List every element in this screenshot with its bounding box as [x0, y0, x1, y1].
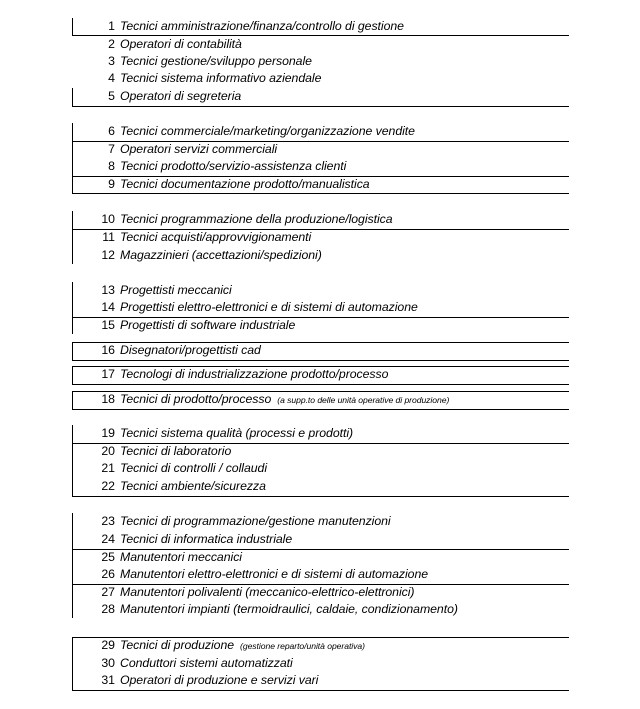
list-item: [72, 36, 572, 53]
item-label-text: Tecnici di programmazione/gestione manutenzioni: [120, 514, 391, 528]
item-label: [120, 443, 231, 460]
item-label: [120, 637, 365, 655]
list-item: [72, 655, 572, 672]
list-item: [72, 18, 572, 35]
list-item: [72, 70, 572, 87]
item-label: [120, 53, 312, 70]
item-number: 23: [101, 514, 115, 528]
item-number: 22: [101, 479, 115, 493]
list-item: [72, 176, 572, 193]
item-number: 9: [108, 177, 115, 191]
list-item: [72, 460, 572, 477]
item-number: 15: [101, 318, 115, 332]
item-label: [120, 123, 415, 140]
list-item: [72, 601, 572, 618]
item-label-text: Tecnici di informatica industriale: [120, 532, 293, 546]
item-number: 2: [108, 37, 115, 51]
item-label-text: Operatori di produzione e servizi vari: [120, 673, 319, 687]
list-item: [72, 549, 572, 566]
item-label: [120, 655, 293, 672]
item-label-text: Tecnici ambiente/sicurezza: [120, 479, 266, 493]
item-label: [120, 141, 277, 158]
item-label: [120, 299, 418, 316]
item-label: [120, 601, 458, 618]
separator-line: [72, 496, 569, 497]
item-label: [120, 70, 321, 87]
item-label-text: Tecnici prodotto/servizio-assistenza clienti: [120, 159, 347, 173]
list-item: [72, 566, 572, 583]
separator-line: [72, 384, 569, 385]
item-label: [120, 672, 318, 689]
item-number: 24: [101, 532, 115, 546]
list-item: [72, 88, 572, 105]
item-label-text: Tecnici di controlli / collaudi: [120, 461, 267, 475]
item-label: [120, 282, 232, 299]
item-label-text: Manutentori meccanici: [120, 550, 242, 564]
item-label-text: Progettisti meccanici: [120, 283, 232, 297]
item-number: 29: [101, 638, 115, 652]
item-label: [120, 549, 242, 566]
item-label-text: Operatori servizi commerciali: [120, 142, 278, 156]
item-note: (a supp.to delle unità operative di produzione): [277, 395, 450, 405]
list-item: [72, 247, 572, 264]
list-item: [72, 391, 572, 408]
item-label: [120, 176, 370, 193]
separator-line: [72, 690, 569, 691]
separator-line: [72, 409, 569, 410]
item-label-text: Conduttori sistemi automatizzati: [120, 656, 293, 670]
item-label-text: Tecnici acquisti/approvvigionamenti: [120, 230, 312, 244]
item-number: 30: [101, 656, 115, 670]
item-label-text: Operatori di contabilità: [120, 37, 242, 51]
item-number: 16: [101, 343, 115, 357]
list-item: [72, 425, 572, 442]
item-note: (gestione reparto/unità operativa): [240, 641, 365, 651]
list-item: [72, 513, 572, 530]
list-item: [72, 584, 572, 601]
item-label: [120, 425, 353, 442]
item-number: 13: [101, 283, 115, 297]
item-label-text: Manutentori impianti (termoidraulici, caldaie, condizionamento): [120, 602, 458, 616]
item-number: 12: [101, 248, 115, 262]
list-item: [72, 672, 572, 689]
item-number: 1: [108, 19, 115, 33]
item-label-text: Tecnologi di industrializzazione prodotto/processo: [120, 367, 389, 381]
item-number: 31: [101, 673, 115, 687]
item-number: 28: [101, 602, 115, 616]
list-item: [72, 443, 572, 460]
item-label-text: Tecnici gestione/sviluppo personale: [120, 54, 312, 68]
list-item: [72, 158, 572, 175]
item-label: [120, 18, 404, 35]
separator-line: [72, 106, 569, 107]
item-number: 6: [108, 124, 115, 138]
item-number: 10: [101, 212, 115, 226]
item-label-text: Tecnici di laboratorio: [120, 444, 232, 458]
list-item: [72, 141, 572, 158]
item-number: 14: [101, 300, 115, 314]
item-label: [120, 460, 267, 477]
item-number: 5: [108, 89, 115, 103]
item-label: [120, 366, 388, 383]
list-item: [72, 366, 572, 383]
separator-line: [72, 360, 569, 361]
list-item: [72, 229, 572, 246]
item-number: 4: [108, 71, 115, 85]
item-number: 7: [108, 142, 115, 156]
item-number: 26: [101, 567, 115, 581]
item-label: [120, 229, 311, 246]
item-number: 18: [101, 392, 115, 406]
item-label: [120, 88, 241, 105]
item-number: 17: [101, 367, 115, 381]
item-label: [120, 158, 346, 175]
item-label: [120, 36, 242, 53]
item-label-text: Tecnici programmazione della produzione/logistica: [120, 212, 393, 226]
list-item: [72, 53, 572, 70]
item-label-text: Tecnici commerciale/marketing/organizzazione vendite: [120, 124, 415, 138]
item-number: 21: [101, 461, 115, 475]
item-label-text: Tecnici amministrazione/finanza/controllo di gestione: [120, 19, 404, 33]
separator-line: [72, 193, 569, 194]
item-label: [120, 566, 428, 583]
item-label: [120, 247, 322, 264]
item-label: [120, 391, 449, 409]
item-number: 8: [108, 159, 115, 173]
list-item: [72, 317, 572, 334]
list-item: [72, 282, 572, 299]
item-label-text: Progettisti elettro-elettronici e di sistemi di automazione: [120, 300, 418, 314]
list-item: [72, 342, 572, 359]
item-number: 3: [108, 54, 115, 68]
list-item: [72, 531, 572, 548]
list-item: [72, 123, 572, 140]
item-label-text: Tecnici sistema informativo aziendale: [120, 71, 322, 85]
item-label-text: Manutentori polivalenti (meccanico-elettrico-elettronici): [120, 585, 415, 599]
list-item: [72, 478, 572, 495]
item-label-text: Tecnici sistema qualità (processi e prodotti): [120, 426, 354, 440]
item-label: [120, 584, 414, 601]
item-number: 20: [101, 444, 115, 458]
item-label: [120, 478, 266, 495]
item-label-text: Tecnici di produzione: [120, 638, 235, 652]
item-number: 25: [101, 550, 115, 564]
item-label: [120, 531, 292, 548]
item-number: 27: [101, 585, 115, 599]
item-label-text: Manutentori elettro-elettronici e di sistemi di automazione: [120, 567, 429, 581]
item-label: [120, 317, 295, 334]
item-label: [120, 342, 261, 359]
item-label-text: Operatori di segreteria: [120, 89, 242, 103]
item-label-text: Tecnici di prodotto/processo: [120, 392, 272, 406]
item-label: [120, 513, 391, 530]
item-label-text: Magazzinieri (accettazioni/spedizioni): [120, 248, 322, 262]
item-number: 19: [101, 426, 115, 440]
item-label: [120, 211, 393, 228]
item-number: 11: [102, 230, 115, 244]
item-label-text: Tecnici documentazione prodotto/manualistica: [120, 177, 370, 191]
list-item: [72, 211, 572, 228]
item-label-text: Disegnatori/progettisti cad: [120, 343, 261, 357]
item-label-text: Progettisti di software industriale: [120, 318, 296, 332]
list-item: [72, 637, 572, 654]
list-item: [72, 299, 572, 316]
